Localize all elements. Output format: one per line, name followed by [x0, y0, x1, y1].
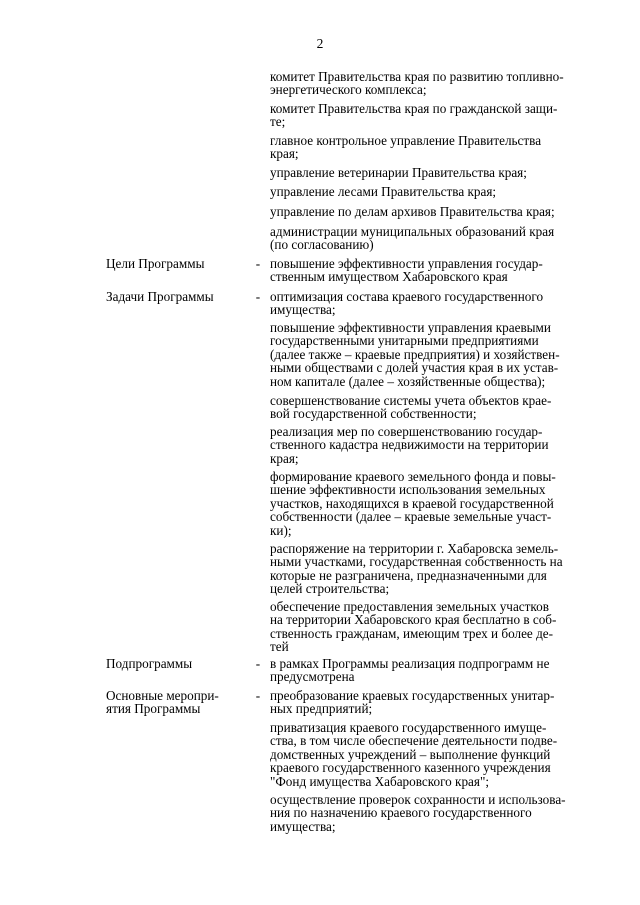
- text-line: государственными унитарными предприятиями: [270, 333, 539, 349]
- text-line: управление ветеринарии Правительства края;: [270, 165, 527, 180]
- page-number: 2: [316, 36, 324, 51]
- label-line: Основные меропри-: [106, 688, 219, 703]
- text-line: имущества;: [270, 302, 336, 318]
- text-line: распоряжение на территории г. Хабаровска земель-: [270, 541, 559, 556]
- text-line: энергетического комплекса;: [270, 82, 427, 98]
- text-line: управление лесами Правительства края;: [270, 184, 497, 199]
- text-line: ния по назначению краевого государственного: [270, 805, 532, 821]
- text-line: главное контрольное управление Правительства: [270, 133, 542, 148]
- text-line: преобразование краевых государственных унитар-: [270, 688, 555, 703]
- text-line: (далее также – краевые предприятия) и хозяйствен-: [270, 346, 560, 362]
- text-line: ными участками, государственная собственность на: [270, 554, 563, 570]
- text-line: приватизация краевого государственного имуще-: [270, 720, 547, 735]
- task-item: [270, 600, 606, 654]
- subprogram-item: [270, 657, 606, 684]
- text-line: формирование краевого земельного фонда и повы-: [270, 469, 556, 484]
- label-line: Подпрограммы: [106, 656, 193, 671]
- text-line: ственного кадастра недвижимости на территории: [270, 437, 549, 453]
- text-line: ных предприятий;: [270, 701, 373, 717]
- text-line: администрации муниципальных образований края: [270, 224, 555, 239]
- executor-item: [270, 166, 606, 179]
- task-item: [270, 321, 606, 388]
- text-line: (по согласованию): [270, 237, 374, 253]
- text-line: имущества;: [270, 818, 336, 834]
- text-line: реализация мер по совершенствованию государ-: [270, 424, 543, 439]
- text-line: которые не разграничена, предназначенными для: [270, 567, 547, 583]
- text-line: краевого государственного казенного учреждения: [270, 760, 551, 776]
- text-line: комитет Правительства края по развитию топливно-: [270, 69, 564, 84]
- label-line: Задачи Программы: [106, 289, 214, 304]
- text-line: тей: [270, 639, 289, 655]
- task-item: [270, 425, 606, 465]
- dash: -: [255, 688, 261, 703]
- text-line: те;: [270, 114, 286, 130]
- text-line: повышение эффективности управления краевыми: [270, 320, 551, 335]
- task-item: [270, 470, 606, 537]
- executor-item: [270, 185, 606, 198]
- executor-item: [270, 134, 606, 161]
- executor-item: [270, 70, 606, 97]
- task-item: [270, 394, 606, 421]
- label-line: Цели Программы: [106, 256, 205, 271]
- text-line: целей строительства;: [270, 581, 390, 597]
- text-line: ном капитале (далее – хозяйственные общества);: [270, 373, 546, 389]
- activity-item: [270, 689, 606, 716]
- text-line: домственных учреждений – выполнение функций: [270, 746, 551, 762]
- activity-item: [270, 793, 606, 833]
- text-line: предусмотрена: [270, 669, 355, 685]
- dash: -: [255, 256, 261, 271]
- text-line: ственность гражданам, имеющим трех и более де-: [270, 625, 554, 641]
- text-line: осуществление проверок сохранности и использова-: [270, 792, 566, 807]
- text-line: края;: [270, 450, 299, 466]
- main-activities-label: [106, 689, 252, 716]
- label-line: ятия Программы: [106, 701, 201, 717]
- text-line: шение эффективности использования земельных: [270, 482, 546, 498]
- text-line: оптимизация состава краевого государственного: [270, 289, 544, 304]
- text-line: участков, находящихся в краевой государственной: [270, 495, 554, 511]
- dash: -: [255, 289, 261, 304]
- text-line: в рамках Программы реализация подпрограмм не: [270, 656, 550, 671]
- activity-item: [270, 721, 606, 788]
- text-line: управление по делам архивов Правительства края;: [270, 204, 555, 219]
- goal-item: [270, 257, 606, 284]
- executor-item: [270, 102, 606, 129]
- text-line: ки);: [270, 522, 292, 538]
- text-line: на территории Хабаровского края бесплатно в соб-: [270, 612, 557, 628]
- executor-item: [270, 225, 606, 252]
- text-line: ственным имуществом Хабаровского края: [270, 269, 508, 285]
- text-line: совершенствование системы учета объектов крае-: [270, 393, 552, 408]
- text-line: обеспечение предоставления земельных участков: [270, 599, 549, 614]
- text-line: повышение эффективности управления государ-: [270, 256, 543, 271]
- text-line: ными обществами с долей участия края в их устав-: [270, 360, 559, 376]
- text-line: комитет Правительства края по гражданской защи-: [270, 101, 558, 116]
- tasks-label: [106, 290, 252, 303]
- text-line: вой государственной собственности;: [270, 406, 477, 422]
- text-line: ства, в том числе обеспечение деятельности подве-: [270, 733, 558, 749]
- task-item: [270, 290, 606, 317]
- dash: -: [255, 656, 261, 671]
- text-line: "Фонд имущества Хабаровского края";: [270, 773, 490, 789]
- text-line: края;: [270, 146, 299, 162]
- executor-item: [270, 205, 606, 218]
- subprograms-label: [106, 657, 252, 670]
- task-item: [270, 542, 606, 596]
- goals-label: [106, 257, 252, 270]
- text-line: собственности (далее – краевые земельные участ-: [270, 509, 552, 525]
